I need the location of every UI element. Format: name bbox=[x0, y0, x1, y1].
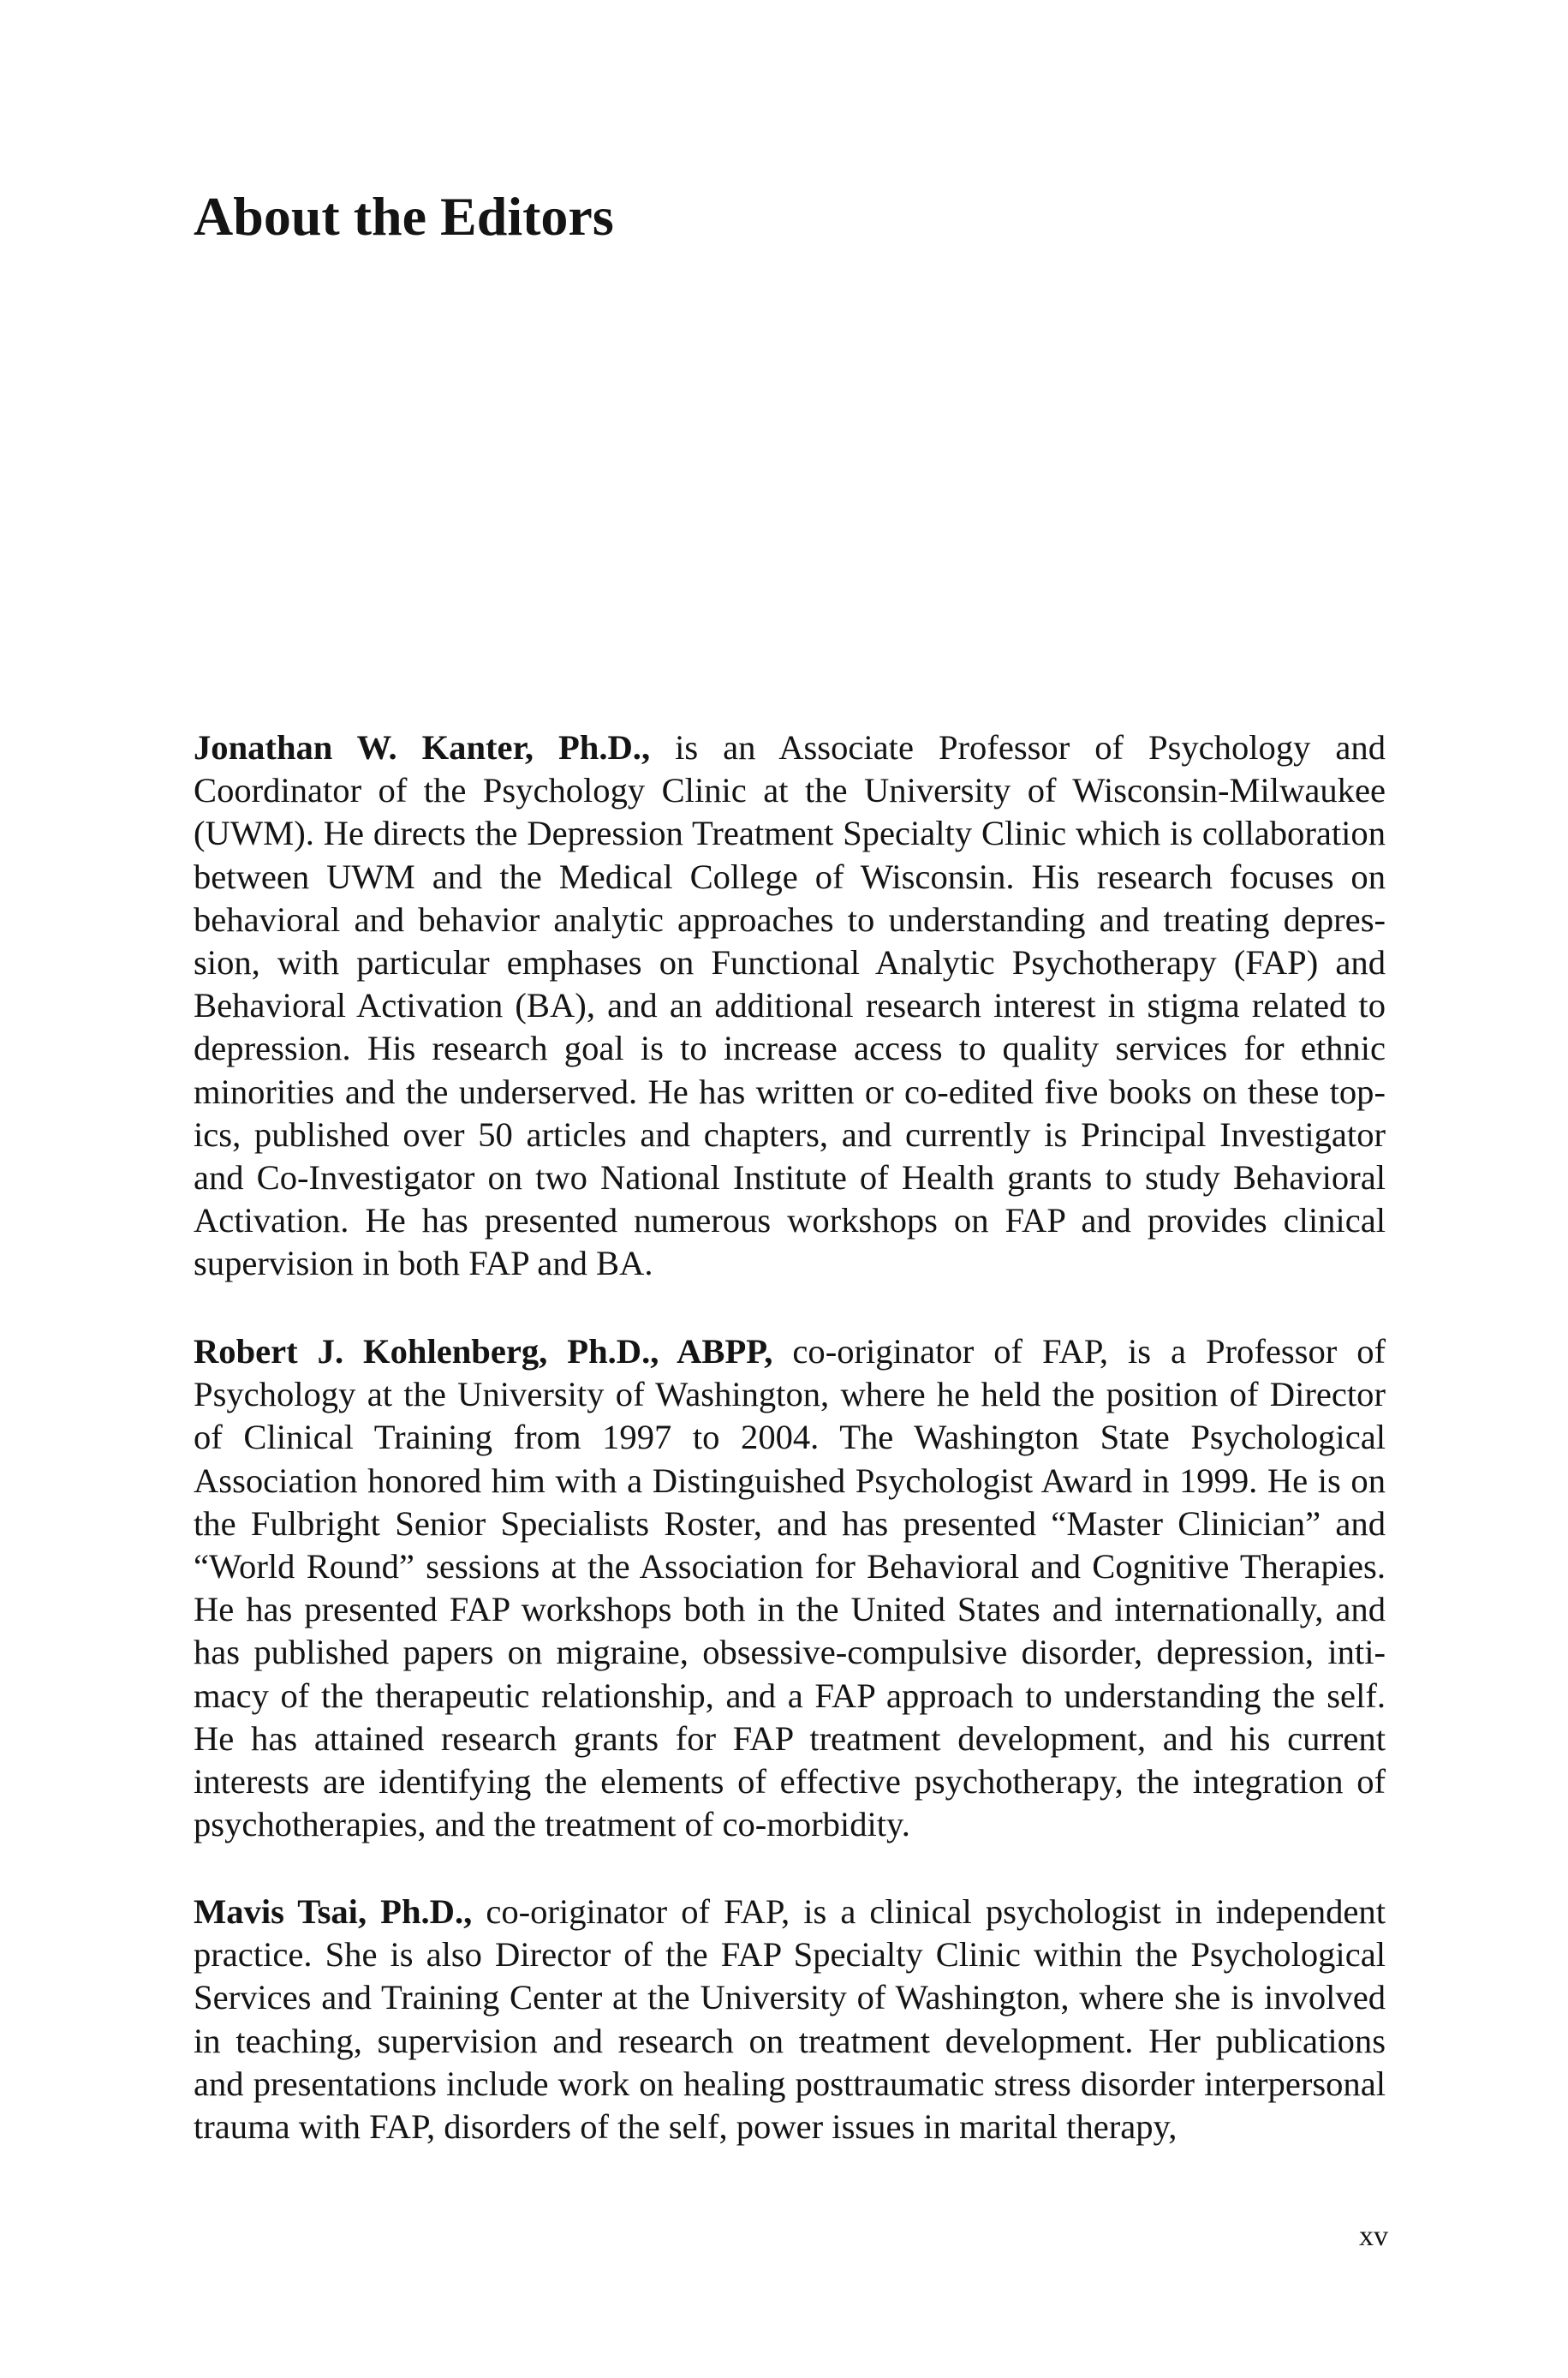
page-number: xv bbox=[1359, 2220, 1388, 2252]
page-title: About the Editors bbox=[194, 186, 614, 247]
editor-bio-text-kanter: is an Associate Professor of Psychology and Coordinator of the Psychology Clinic at the University of Wisconsin-Milwaukee (UWM). He directs the Depression Treatment Specialty Clinic which is collaboration between UWM and the Medical College of Wisconsin. His research focuses on behavioral and behavior analytic approaches to understanding and treating depression, with particular emphases on Functional Analytic Psychotherapy (FAP) and Behavioral Activation (BA), and an additional research interest in stigma related to depression. His research goal is to increase access to quality services for ethnic minorities and the underserved. He has written or co-edited five books on these topics, published over 50 articles and chapters, and currently is Principal Investigator and Co-Investigator on two National Institute of Health grants to study Behavioral Activation. He has presented numerous workshops on FAP and provides clinical supervision in both FAP and BA. bbox=[194, 728, 1386, 1283]
editor-name-tsai: Mavis Tsai, Ph.D., bbox=[194, 1892, 473, 1931]
editor-bio-kanter bbox=[194, 726, 1386, 1286]
editor-name-kanter: Jonathan W. Kanter, Ph.D., bbox=[194, 728, 651, 767]
editor-bio-text-tsai: co-originator of FAP, is a clinical psychologist in independent practice. She is also Director of the FAP Specialty Clinic within the Psychological Services and Training Center at the University of Washington, where she is involved in teaching, supervision and research on treatment development. Her publications and presentations include work on healing posttraumatic stress disorder interpersonal trauma with FAP, disorders of the self, power issues in marital therapy, bbox=[194, 1892, 1386, 2147]
editor-bio-tsai bbox=[194, 1891, 1386, 2148]
editor-bio-text-kohlenberg: co-originator of FAP, is a Professor of Psychology at the University of Washington, where he held the position of Director of Clinical Training from 1997 to 2004. The Washington State Psychological Association honored him with a Distinguished Psychologist Award in 1999. He is on the Fulbright Senior Specialists Roster, and has presented “Master Clinician” and “World Round” sessions at the Association for Behavioral and Cognitive Therapies. He has presented FAP workshops both in the United States and internationally, and has published papers on migraine, obsessive-compulsive disorder, depression, intimacy of the therapeutic relationship, and a FAP approach to understanding the self. He has attained research grants for FAP treatment development, and his current interests are identifying the elements of effective psychotherapy, the integration of psychotherapies, and the treatment of co-morbidity. bbox=[194, 1332, 1386, 1844]
editor-bio-kohlenberg bbox=[194, 1330, 1386, 1846]
editor-name-kohlenberg: Robert J. Kohlenberg, Ph.D., ABPP, bbox=[194, 1332, 773, 1371]
